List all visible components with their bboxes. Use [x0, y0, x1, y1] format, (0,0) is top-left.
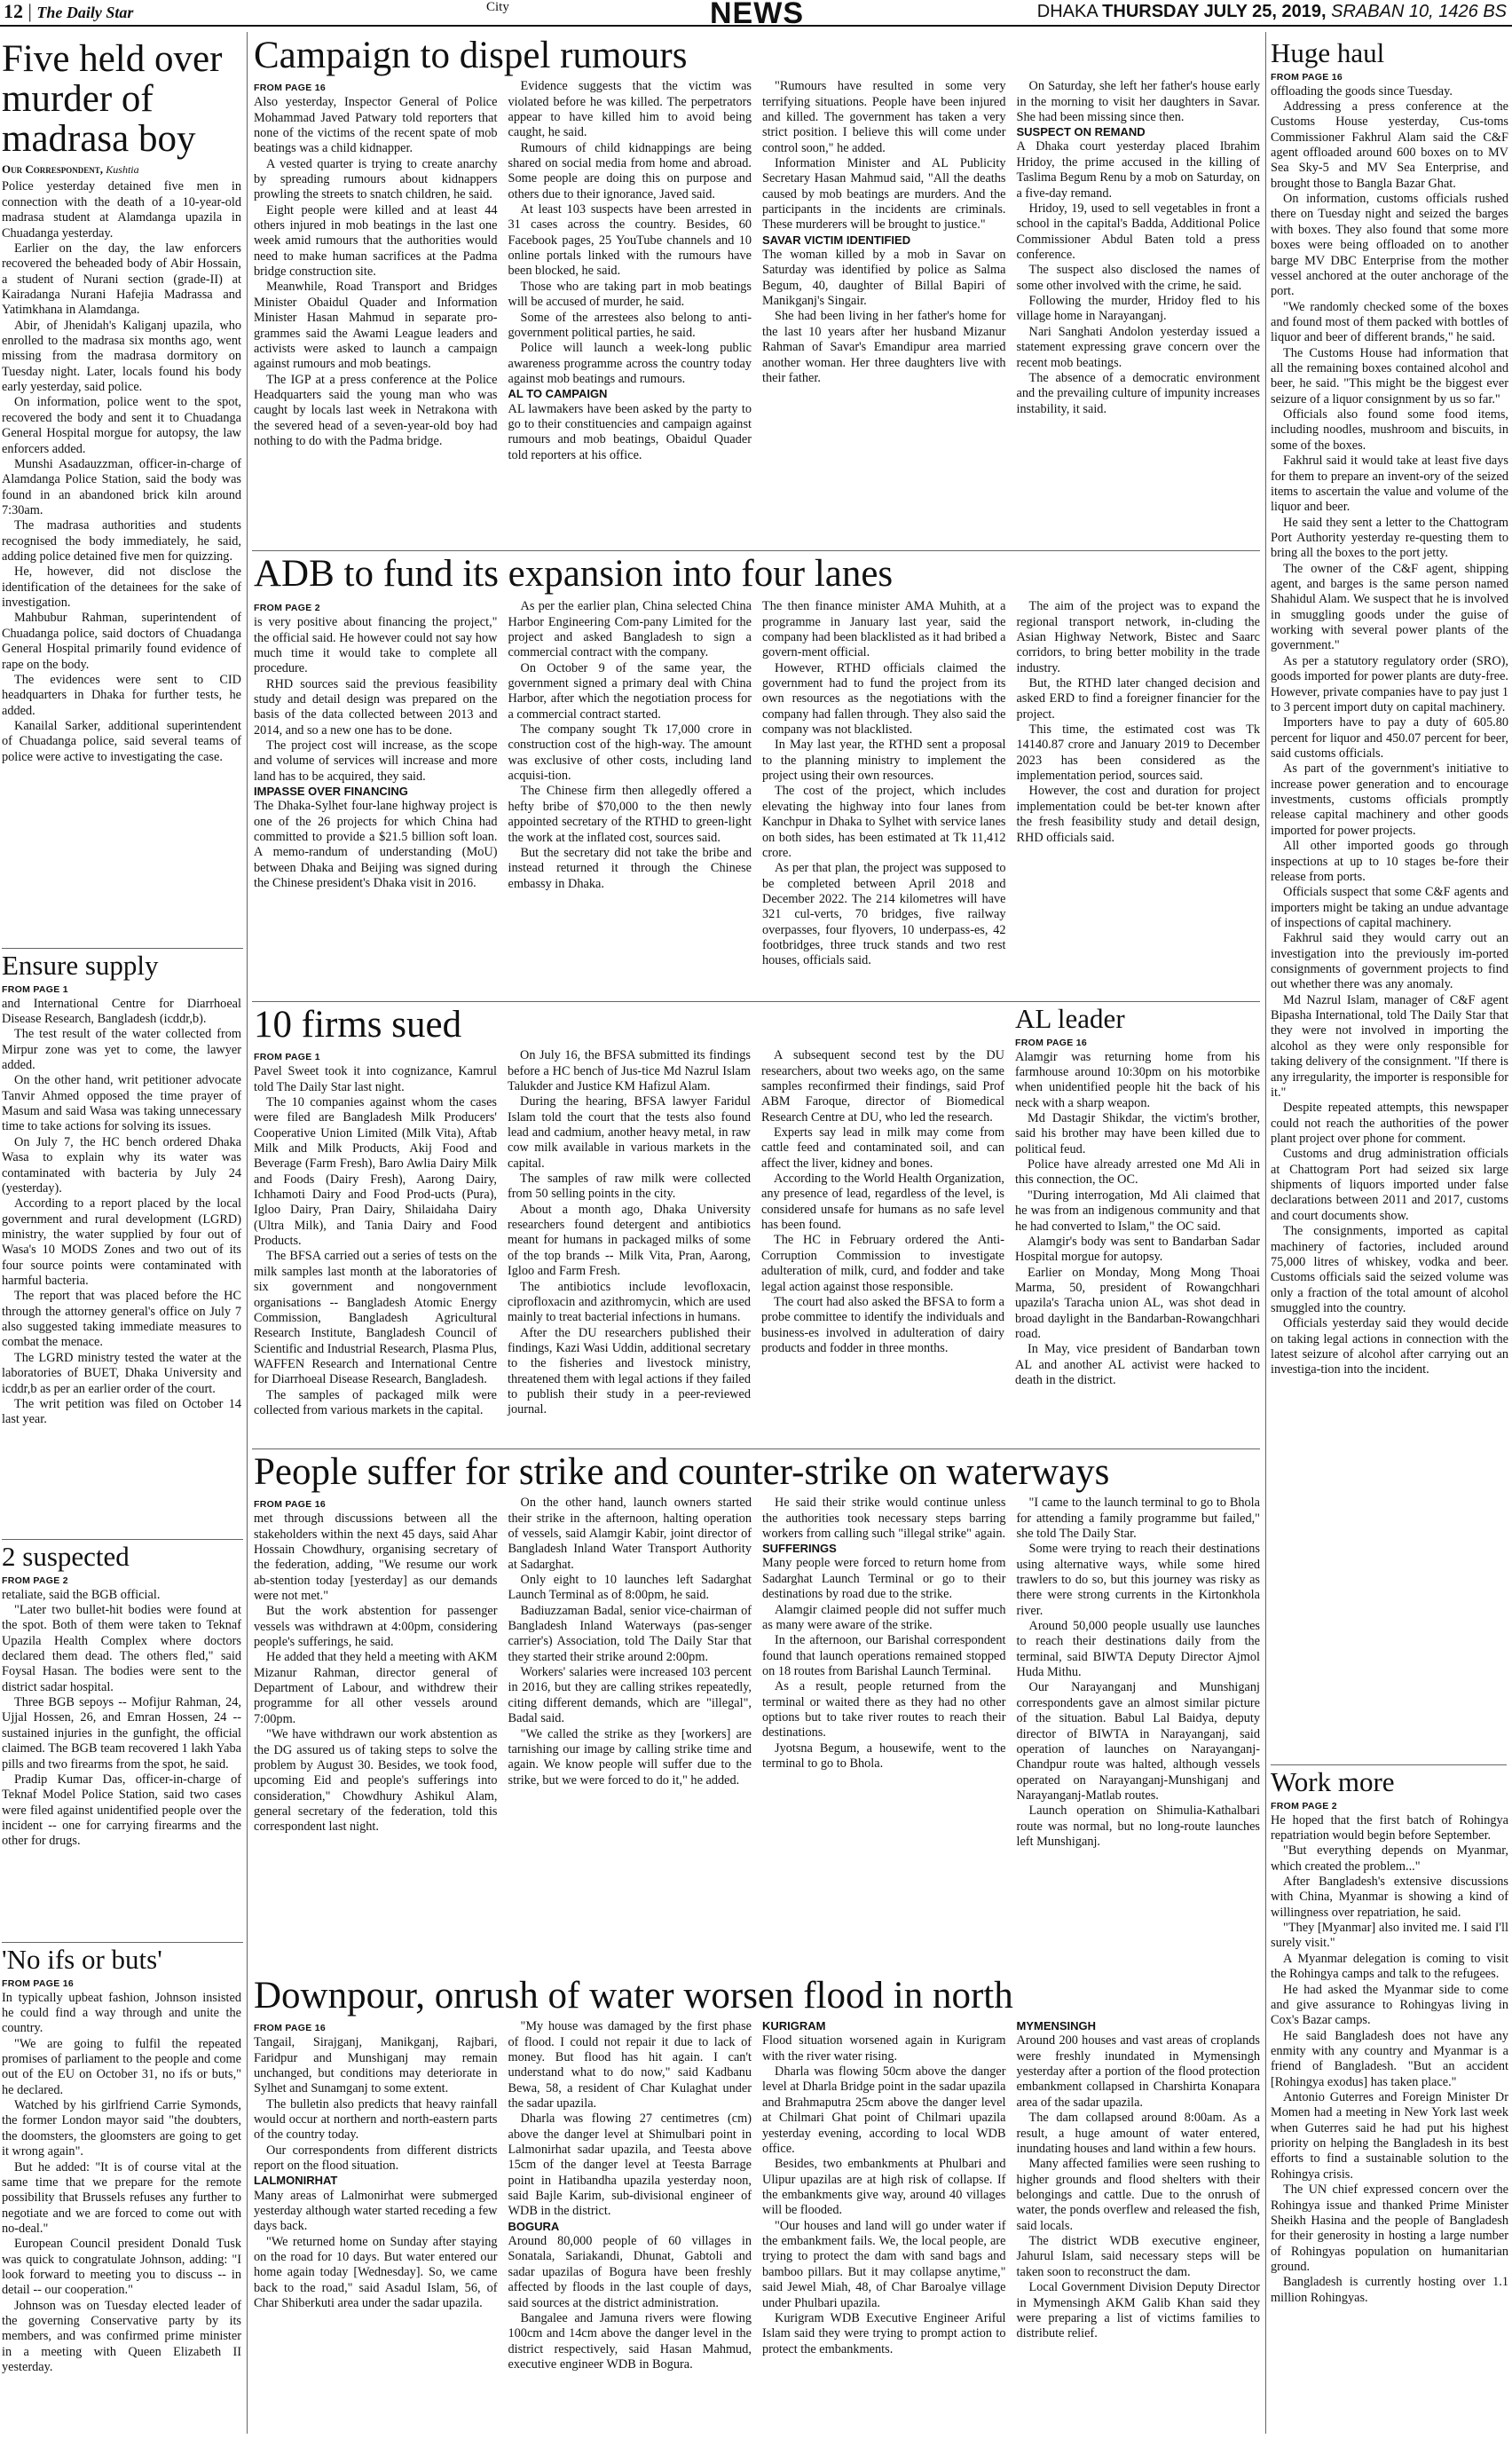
paragraph: Police have already arrested one Md Ali in this connection, the OC.: [1015, 1157, 1260, 1188]
paragraph: Only eight to 10 launches left Sadarghat Launch Terminal as of 8:00pm, he said.: [508, 1572, 752, 1603]
headline: People suffer for strike and counter-strike on waterways: [254, 1452, 1110, 1493]
paragraph: In May, vice president of Bandarban town AL and another AL activist were hacked to death in the district.: [1015, 1342, 1260, 1388]
paragraph: All other imported goods go through inspections at up to 10 stages be-fore their release from ports.: [1271, 839, 1508, 884]
paragraph: Nari Sanghati Andolon yesterday issued a statement expressing grave concern over the recent mob beatings.: [1016, 324, 1260, 370]
article-al-leader: [1015, 1005, 1260, 1445]
paragraph: As per the earlier plan, China selected China Harbor Engineering Com-pany Limited for the project and asked Bangladesh to sign a commercial contract with the company.: [508, 599, 752, 660]
paragraph: A vested quarter is trying to create anarchy by spreading rumours about kidnappers prowling the streets to snatch children, he said.: [254, 156, 498, 202]
paragraph: Officials yesterday said they would decide on taking legal actions in connection with the latest seizure of alcohol after carrying out an investiga-tion into the incident.: [1271, 1316, 1508, 1377]
paragraph: After Bangladesh's extensive discussions with China, Myanmar is showing a kind of willingness over repatriation, he said.: [1271, 1874, 1508, 1920]
article-five-held: [2, 39, 241, 944]
paragraph: "Rumours have resulted in some very terrifying situations. People have been injured and killed. The government has taken a very strict position. I believe this will come under control soon," he added.: [762, 79, 1006, 155]
section-name: NEWS: [710, 0, 804, 30]
paragraph: Dharla was flowing 27 centimetres (cm) above the danger level at Shimulbari point in Lalmonirhat sadar upazila, and Teesta above 15cm of the danger level at Teesta Barrage point in Hatibandha upazila yesterday noon, said Bajle Karim, sub-divisional engineer of WDB in the district.: [508, 2111, 752, 2219]
row-rule: [2, 1942, 243, 1943]
jump-label: FROM PAGE 16: [2, 1977, 75, 1989]
paragraph: The bulletin also predicts that heavy rainfall would occur at northern and north-eastern parts of the country today.: [254, 2096, 498, 2143]
page-number-and-paper: 12 | The Daily Star: [4, 0, 134, 22]
paragraph: "We have withdrawn our work abstention as the DG assured us of taking steps to solve the problem by August 30. Besides, we took food, upcoming Eid and people's sufferings into consideration," Chowdhury Ashikul Alam, general secretary of the federation, told this correspondent last night.: [254, 1727, 498, 1835]
paragraph: The project cost will increase, as the scope and volume of services will increase and more land has to be acquired, they said.: [254, 738, 498, 784]
paragraph: Following the murder, Hridoy fled to his village home in Narayanganj.: [1016, 294, 1260, 324]
paragraph: The Customs House had information that all the remaining boxes contained alcohol and beer, he said. "This might be the biggest ever seizure of a liquor consignment by us so far.": [1271, 345, 1508, 406]
paragraph: met through discussions between all the stakeholders within the next 45 days, said Ahar Hossain Chowdhury, organising secretary of the federation, adding, "We resume our work ab-stention today [yesterday] as our demands were not met.": [254, 1512, 498, 1603]
paragraph: Pavel Sweet took it into cognizance, Kamrul told The Daily Star last night.: [254, 1064, 497, 1094]
column-rule: [1265, 32, 1266, 2434]
paragraph: A subsequent second test by the DU researchers, about two weeks ago, on the same samples reconfirmed their findings, said Prof ABM Faroque, director of Biomedical Research Centre at DU, who led the research.: [761, 1048, 1004, 1125]
paragraph: "Later two bullet-hit bodies were found at the spot. Both of them were taken to Teknaf Upazila Health Complex where doctors declared them dead. The others fled," said Foysal Hasan. The bodies were sent to the district sadar hospital.: [2, 1602, 241, 1694]
paragraph: retaliate, said the BGB official.: [2, 1587, 161, 1602]
paragraph: "We returned home on Sunday after staying on the road for 10 days. But water entered our home again today [Wednesday]. So, we came back to the road," said Asadul Islam, 56, of Char Shiberkuti area under the sadar upazila.: [254, 2234, 498, 2311]
jump-label: FROM PAGE 16: [1271, 71, 1343, 83]
subheading: AL TO CAMPAIGN: [508, 387, 608, 401]
paragraph: Antonio Guterres and Foreign Minister Dr Momen had a meeting in New York last week when Guterres said he had put his highest priority on helping the Bangladesh in its best efforts to find a sustainable solution to the Rohingya crisis.: [1271, 2090, 1508, 2182]
article-body: [1271, 84, 1508, 1378]
byline: Our Correspondent, Kushtia: [2, 162, 139, 177]
paragraph: The 10 companies against whom the cases were filed are Bangladesh Milk Producers' Cooperative Union Limited (Milk Vita), Aftab Milk and Milk Products, Akij Food and Beverage (Farm Fresh), Baro Awlia Dairy Milk and Foods (Dairy Fresh), Aarong Dairy, Ichhamoti Dairy and Food Prod-ucts (Pura), Igloo Dairy, Pran Dairy, Shilaidaha Dairy (Ultra Milk), and Tania Dairy and Food Products.: [254, 1094, 497, 1249]
paragraph: The aim of the project was to expand the regional transport network, in-cluding the Asian Highway Network, Bistec and Saarc corridors, to bring better mobility in the trade industry.: [1016, 599, 1260, 675]
paragraph: Launch operation on Shimulia-Kathalbari route was normal, but no long-route launches left Munshiganj.: [1016, 1804, 1260, 1850]
paragraph: Badiuzzaman Badal, senior vice-chairman of Bangladesh Inland Waterways (pas-senger carrier's) Association, told The Daily Star that they started their strike around 2:00pm.: [508, 1603, 752, 1664]
jump-label: FROM PAGE 1: [254, 1052, 320, 1063]
article-body: [254, 599, 1260, 969]
paragraph: Officials suspect that some C&F agents and importers might be taking an undue advantage of inspections of capital machinery.: [1271, 885, 1508, 930]
headline: Work more: [1271, 1768, 1395, 1797]
paragraph: The writ petition was filed on October 14 last year.: [2, 1396, 241, 1427]
paragraph: Some were trying to reach their destinations using alternative ways, while some hired trawlers to do so, but this journey was risky as there were strong currents in the Kirtonkhola river.: [1016, 1542, 1260, 1618]
dateline: DHAKA THURSDAY JULY 25, 2019, SRABAN 10, 1426 BS: [1036, 2, 1507, 21]
paragraph: Tangail, Sirajganj, Manikganj, Rajbari, Faridpur and Munshiganj may remain unchanged, but conditions may deteriorate in Sylhet and Sunamganj to some extent.: [254, 2035, 498, 2096]
paragraph: "We are going to fulfil the repeated promises of parliament to the people and come out of the EU on October 31, no ifs or buts," he declared.: [2, 2036, 241, 2097]
paragraph: The suspect also disclosed the names of some other involved with the crime, he said.: [1016, 263, 1260, 293]
row-rule: [1271, 1764, 1507, 1765]
paragraph: In May last year, the RTHD sent a proposal to the planning ministry to implement the project using their own resources.: [762, 738, 1006, 784]
paragraph: Around 50,000 people usually use launches to reach their destinations daily from the terminal, said BIWTA Deputy Director Ajmol Huda Mithu.: [1016, 1619, 1260, 1680]
paragraph: The owner of the C&F agent, shipping agent, and barges is the same person named Shahidul Alam. We suspect that he is involved in smuggling goods under the guise of working with several power plants of the government.": [1271, 561, 1508, 653]
paragraph: But the work abstention for passenger vessels was withdrawn at 4:00pm, considering people's sufferings, he said.: [254, 1604, 498, 1650]
paragraph: A Dhaka court yesterday placed Ibrahim Hridoy, the prime accused in the killing of Taslima Begum Renu by a mob on Saturday, on a five-day remand.: [1016, 139, 1260, 201]
article-huge-haul: [1271, 39, 1508, 1761]
paragraph: RHD sources said the previous feasibility study and detail design was prepared on the basis of the data collected between 2013 and 2014, and so a new one has to be done.: [254, 676, 498, 738]
headline: Campaign to dispel rumours: [254, 36, 688, 76]
paragraph: Besides, two embankments at Phulbari and Ulipur upazilas are at high risk of collapse. If the embankments give way, around 40 villages will be flooded.: [762, 2157, 1006, 2218]
paragraph: The then finance minister AMA Muhith, at a programme in January last year, said the company had been blacklisted as it had bribed a govern-ment official.: [762, 599, 1006, 660]
subheading: KURIGRAM: [762, 2019, 826, 2033]
article-downpour-flood: [254, 1976, 1260, 2437]
paragraph: As part of the government's initiative to increase power generation and to encourage investments, customs officials promptly release capital machinery and other goods imported for power projects.: [1271, 762, 1508, 838]
paragraph: On information, customs officials rushed there on Tuesday night and seized the barges with boxes. They also found that some more boxes were being offloaded on to another barge MV DBC Enterprise from the mother vessel anchored at the outer anchorage of the port.: [1271, 192, 1508, 299]
paragraph: During the hearing, BFSA lawyer Faridul Islam told the court that the tests also found lead and cadmium, another heavy metal, in raw cow milk available in various markets in the capital.: [508, 1094, 751, 1171]
paragraph: offloading the goods since Tuesday.: [1271, 83, 1453, 99]
paragraph: Rumours of child kidnappings are being shared on social media from home and abroad. Some people are doing this on purpose and others due to their ignorance, Javed said.: [508, 140, 752, 201]
paragraph: He hoped that the first batch of Rohingya repatriation would begin before September.: [1271, 1812, 1508, 1843]
paragraph: The dam collapsed around 8:00am. As a result, a huge amount of water entered, inundating houses and land within a few hours.: [1016, 2111, 1260, 2156]
paragraph: In typically upbeat fashion, Johnson insisted he could find a way through and unite the country.: [2, 1990, 241, 2036]
article-no-ifs-or-buts: [2, 1946, 241, 2435]
paragraph: Officials also found some food items, including noodles, mushroom and biscuits, in some of the boxes.: [1271, 407, 1508, 453]
paragraph: As per that plan, the project was supposed to be completed between April 2018 and December 2022. The 214 kilometres will have 321 cul-verts, 70 bridges, five railway overpasses, four flyovers, 10 underpass-es, 42 footbridges, three truck stands and two rest houses, officials said.: [762, 861, 1006, 968]
paragraph: The HC in February ordered the Anti-Corruption Commission to investigate adulteration of milk, curd, and fodder and take legal action against those responsible.: [761, 1233, 1004, 1294]
article-body: [2, 179, 241, 765]
headline: ADB to fund its expansion into four lanes: [254, 554, 894, 595]
paragraph: In the afternoon, our Barishal correspondent found that launch operations remained stopped on 18 routes from Barishal Launch Terminal.: [762, 1633, 1006, 1678]
paragraph: However, the cost and duration for project implementation could be bet-ter known after the fresh feasibility study and detail design, RHD officials said.: [1016, 784, 1260, 845]
paragraph: Customs and drug administration officials at Chattogram Port had seized six large shipments of liquors imported under false declarations between 2011 and 2017, customs and court documents show.: [1271, 1147, 1508, 1223]
subheading: BOGURA: [508, 2219, 560, 2233]
paragraph: But the secretary did not take the bribe and instead returned it through the Chinese embassy in Dhaka.: [508, 845, 752, 891]
paragraph: "Our houses and land will go under water if the embankment fails. We, the local people, are trying to protect the dam with sand bags and bamboo pillars. But it may collapse anytime," said Jewel Miah, 48, of Char Baroalye village under Phulbari upazila.: [762, 2218, 1006, 2310]
subheading: SUFFERINGS: [762, 1542, 837, 1556]
paragraph: Johnson was on Tuesday elected leader of the governing Conservative party by its members, and was confirmed prime minister in a meeting with Queen Elizabeth II yesterday.: [2, 2298, 241, 2375]
paragraph: Dharla was flowing 50cm above the danger level at Dharla Bridge point in the sadar upazila and Brahmaputra 25cm above the danger level at Chilmari Ghat point of Chilmari upazila yesterday evening, according to local WDB office.: [762, 2064, 1006, 2156]
jump-label: FROM PAGE 1: [2, 983, 68, 995]
paragraph: Eight people were killed and at least 44 others injured in mob beatings in the last one week amid rumours that the authorities would need to make human sacrifices at the Padma bridge construction site.: [254, 202, 498, 280]
paragraph: The absence of a democratic environment and the prevailing culture of impunity increases instability, it said.: [1016, 370, 1260, 416]
paragraph: The Chinese firm then allegedly offered a hefty bribe of $70,000 to the then newly appointed secretary of the RTHD to green-light the work at the inflated cost, sources said.: [508, 784, 752, 845]
paragraph: "My house was damaged by the first phase of flood. I could not repair it due to lack of money. But flood has hit again. I can't understand what to do now," said Kadbanu Bewa, 58, a resident of Char Kulaghat under the sadar upazila.: [508, 2019, 752, 2111]
paragraph: On July 7, the HC bench ordered Dhaka Wasa to explain why its water was contaminated with bacteria by July 24 (yesterday).: [2, 1134, 241, 1196]
paragraph: Fakhrul said it would take at least five days for them to prepare an invent-ory of the seized items to ascertain the value and volume of the liquor and beer.: [1271, 454, 1508, 515]
article-ten-firms-sued: [254, 1005, 1004, 1445]
jump-label: FROM PAGE 16: [254, 83, 327, 94]
article-body: [254, 1496, 1260, 1850]
paragraph: "During interrogation, Md Ali claimed that he was from an indigenous community and that he had converted to Islam," the OC said.: [1015, 1188, 1260, 1234]
paragraph: Flood situation worsened again in Kurigram with the river water rising.: [762, 2033, 1006, 2064]
article-campaign-rumours: [254, 36, 1260, 547]
jump-label: FROM PAGE 16: [254, 2023, 327, 2034]
article-ensure-supply: [2, 951, 241, 1535]
subheading: IMPASSE OVER FINANCING: [254, 785, 408, 799]
row-rule: [252, 1448, 1260, 1449]
paragraph: The Dhaka-Sylhet four-lane highway project is one of the 26 projects for which China had committed to provide a $21.5 billion soft loan. A memo-randum of understanding (MoU) between Dhaka and Beijing was signed during the Chinese president's Dhaka visit in 2016.: [254, 799, 498, 891]
article-body: [2, 1991, 241, 2376]
paragraph: The company sought Tk 17,000 crore in construction cost of the high-way. The amount was exclusive of other costs, including land acquisi-tion.: [508, 722, 752, 784]
article-adb-four-lanes: [254, 554, 1260, 998]
paragraph: Kurigram WDB Executive Engineer Ariful Islam said they were trying to prompt action to protect the embankments.: [762, 2310, 1006, 2356]
paragraph: Many areas of Lalmonirhat were submerged yesterday although water started receding a few days back.: [254, 2188, 498, 2234]
paragraph: Around 80,000 people of 60 villages in Sonatala, Sariakandi, Dhunat, Gabtoli and sadar upazilas of Bogura have been freshly affected by floods in the last couple of days, said sources at the district administration.: [508, 2234, 752, 2310]
paragraph: The woman killed by a mob in Savar on Saturday was identified by police as Salma Begum, 40, daughter of Billal Bapiri of Manikganj's Singair.: [762, 247, 1006, 309]
paragraph: A Myanmar delegation is coming to visit the Rohingya camps and talk to the refugees.: [1271, 1951, 1508, 1982]
headline: Downpour, onrush of water worsen flood in north: [254, 1976, 1013, 2017]
paragraph: Our correspondents from different districts report on the flood situation.: [254, 2143, 498, 2174]
paragraph: Police yesterday detained five men in connection with the death of a 10-year-old madrasa student at Alamdanga upazila in Chuadanga yesterday.: [2, 179, 241, 241]
paragraph: He, however, did not disclose the identification of the detainees for the sake of investigation.: [2, 564, 241, 611]
article-two-suspected: [2, 1543, 241, 1938]
paragraph: Around 200 houses and vast areas of croplands were freshly inundated in Mymensingh yesterday after a portion of the flood protection embankment collapsed in Charshirta Konapara area of the sadar upazila.: [1016, 2033, 1260, 2110]
paragraph: Evidence suggests that the victim was violated before he was killed. The perpetrators appear to have killed him to avoid being caught, he said.: [508, 79, 752, 140]
headline: 10 firms sued: [254, 1005, 462, 1046]
headline: 'No ifs or buts': [2, 1946, 162, 1975]
paragraph: The madrasa authorities and students recognised the body immediately, he said, adding police detained five men for quizzing.: [2, 518, 241, 564]
subheading: LALMONIRHAT: [254, 2174, 338, 2188]
paragraph: He had asked the Myanmar side to come and give assurance to Rohingyas living in Cox's Bazar camps.: [1271, 1982, 1508, 2028]
paragraph: This time, the estimated cost was Tk 14140.87 crore and January 2019 to December 2023 has been considered as the implementation period, sources said.: [1016, 722, 1260, 784]
paragraph: Hridoy, 19, used to sell vegetables in front a school in the capital's Badda, Additional Police Commissioner Abdul Baten told a press conference.: [1016, 201, 1260, 262]
paragraph: He said they sent a letter to the Chattogram Port Authority yesterday re-questing them to bring all the boxes to the port jetty.: [1271, 515, 1508, 561]
page-number: 12: [4, 0, 23, 22]
section-city: City: [486, 0, 509, 14]
paragraph: Many affected families were seen rushing to higher grounds and flood shelters with their belongings and cattle. Due to the onrush of water, the ponds overflew and released the fish, said locals.: [1016, 2157, 1260, 2233]
paragraph: The district WDB executive engineer, Jahurul Islam, said necessary steps will be taken soon to reconstruct the dam.: [1016, 2234, 1260, 2279]
paragraph: is very positive about financing the project," the official said. He however could not say how much time it would take to complete all procedure.: [254, 615, 498, 676]
paragraph: After the DU researchers published their findings, Kazi Wasi Uddin, additional secretary to the fisheries and livestock ministry, threatened them with legal actions if they failed to publish their study in a peer-reviewed journal.: [508, 1325, 751, 1417]
paragraph: But, the RTHD later changed decision and asked ERD to find a foreigner financier for the project.: [1016, 675, 1260, 722]
paragraph: She had been living in her father's home for the last 10 years after her husband Mizanur Rahman of Savar's Emandipur area married another woman. Her three daughters live with their father.: [762, 309, 1006, 385]
paragraph: The BFSA carried out a series of tests on the milk samples last month at the laboratories of six government and nongovernment organisations -- Bangladesh Atomic Energy Commission, Bangladesh Agricultural Research Institute, Bangladesh Council of Scientific and Industrial Research, Plasma Plus, WAFFEN Research and International Centre for Diarrhoeal Disease Research, Bangladesh.: [254, 1249, 497, 1387]
paragraph: Also yesterday, Inspector General of Police Mohammad Javed Patwary told reporters that none of the victims of the recent spate of mob beatings was a child kidnapper.: [254, 95, 498, 156]
paragraph: "I came to the launch terminal to go to Bhola for attending a family programme but failed," she told The Daily Star.: [1016, 1496, 1260, 1541]
paragraph: The samples of packaged milk were collected from various markets in the capital.: [254, 1387, 497, 1418]
paragraph: Watched by his girlfriend Carrie Symonds, the former London mayor said "the doubters, the doomsters, the gloomsters are going to get it wrong again".: [2, 2098, 241, 2159]
paragraph: Fakhrul said they would carry out an investigation into the previously im-ported consignments of government projects to find out whether there was any anomaly.: [1271, 931, 1508, 992]
subheading: SAVAR VICTIM IDENTIFIED: [762, 233, 911, 247]
paragraph: Bangladesh is currently hosting over 1.1 million Rohingyas.: [1271, 2275, 1508, 2305]
paragraph: However, RTHD officials claimed the government had to fund the project from its own resources as the negotiations with the company had fallen through. They also said the company was not blacklisted.: [762, 660, 1006, 738]
paragraph: The court had also asked the BFSA to form a probe committee to identify the individuals and business-es involved in adulteration of dairy products and fodder in three months.: [761, 1294, 1004, 1355]
article-body: [254, 79, 1260, 463]
paragraph: Alamgir's body was sent to Bandarban Sadar Hospital morgue for autopsy.: [1015, 1234, 1260, 1265]
paragraph: The antibiotics include levofloxacin, ciprofloxacin and azithromycin, which are used mainly to treat bacterial infections in humans.: [508, 1279, 751, 1325]
paragraph: Alamgir was returning home from his farmhouse around 10:30pm on his motorbike when unidentified people hit the back of his neck with a sharp weapon.: [1015, 1049, 1260, 1110]
paragraph: As per a statutory regulatory order (SRO), goods imported for power plants are duty-free. However, private companies have to pay just 1 to 3 percent import duty on capital machinery.: [1271, 653, 1508, 714]
paragraph: As a result, people returned from the terminal or waited there as they had no other options but to take river routes to reach their destinations.: [762, 1679, 1006, 1740]
headline: Five held over murder of madrasa boy: [2, 39, 223, 161]
jump-label: FROM PAGE 2: [2, 1575, 68, 1586]
article-body: [2, 997, 241, 1428]
jump-label: FROM PAGE 2: [254, 603, 320, 614]
paragraph: On October 9 of the same year, the government signed a primary deal with China Harbor, after which the negotiation process for a commercial contract started.: [508, 660, 752, 722]
paragraph: Meanwhile, Road Transport and Bridges Minister Obaidul Quader and Information Minister Hasan Mahmud in separate pro-grammes said the Awami League leaders and activists were asked to launch a campaign against rumours and mob beatings.: [254, 280, 498, 372]
paragraph: Earlier on Monday, Mong Mong Thoai Marma, 50, president of Rowangchhari upazila's Taracha union AL, was shot dead in broad daylight in the Bandarban-Rowangchhari road.: [1015, 1265, 1260, 1342]
paragraph: Police will launch a week-long public awareness programme across the country today against mob beatings and rumours.: [508, 341, 752, 386]
paragraph: The cost of the project, which includes elevating the highway into four lanes from Kanchpur in Dhaka to Sylhet with service lanes on both sides, has been estimated at Tk 11,412 crore.: [762, 784, 1006, 860]
paragraph: On July 16, the BFSA submitted its findings before a HC bench of Jus-tice Md Nazrul Islam Talukder and Justice KM Hafizul Alam.: [508, 1048, 751, 1093]
article-work-more: [1271, 1768, 1508, 2435]
paragraph: "They [Myanmar] also invited me. I said I'll surely visit.": [1271, 1921, 1508, 1951]
row-rule: [2, 1539, 243, 1540]
paragraph: About a month ago, Dhaka University researchers found detergent and antibiotics meant for humans in packaged milks of some of the top brands -- Milk Vita, Pran, Aarong, Igloo and Farm Fresh.: [508, 1202, 751, 1279]
paragraph: Experts say lead in milk may come from cattle feed and contaminated soil, and can affect the liver, kidney and bones.: [761, 1125, 1004, 1171]
paragraph: AL lawmakers have been asked by the party to go to their constituencies and campaign against rumours and mob beatings, Obaidul Quader told reporters at his office.: [508, 401, 752, 462]
paragraph: According to a report placed by the local government and rural development (LGRD) ministry, the water supplied by four out of Wasa's 10 MODS Zones and two out of its four source points were contaminated with harmful bacteria.: [2, 1196, 241, 1289]
paragraph: Local Government Division Deputy Director in Mymensingh AKM Galib Khan said they were preparing a list of victims families to distribute relief.: [1016, 2280, 1260, 2341]
paragraph: On Saturday, she left her father's house early in the morning to visit her daughters in Savar. She had been missing since then.: [1016, 79, 1260, 124]
paragraph: But he added: "It is of course vital at the same time that we prepare for the remote possibility that Brussels refuses any further to negotiate and we are forced to come out with no-deal.": [2, 2159, 241, 2236]
paragraph: Kanailal Sarker, additional superintendent of Chuadanga police, said several teams of police were active to investigating the case.: [2, 719, 241, 764]
paragraph: The UN chief expressed concern over the Rohingya issue and thanked Prime Minister Sheikh Hasina and the people of Bangladesh for their generosity in hosting a large number of Rohingyas population on humanitarian ground.: [1271, 2182, 1508, 2274]
jump-label: FROM PAGE 16: [1015, 1037, 1088, 1048]
paragraph: Information Minister and AL Publicity Secretary Hasan Mahmud said, "All the deaths caused by mob beatings are murders. And the participants in the incidents are criminals. These murderers will be brought to justice.": [762, 155, 1006, 233]
subheading: SUSPECT ON REMAND: [1016, 125, 1146, 139]
paragraph: Mahbubur Rahman, superintendent of Chuadanga police, said doctors of Chuadanga General Hospital primarily found evidence of rape on the body.: [2, 611, 241, 672]
jump-label: FROM PAGE 16: [254, 1499, 327, 1511]
paragraph: On the other hand, launch owners started their strike in the afternoon, halting operation of vessels, said Alamgir Kabir, joint director of Bangladesh Inland Water Transport Authority at Sadarghat.: [508, 1496, 752, 1572]
paragraph: Pradip Kumar Das, officer-in-charge of Teknaf Model Police Station, said two cases were filed against unidentified people over the incident -- one for carrying firearms and the other for drugs.: [2, 1772, 241, 1849]
paragraph: At least 103 suspects have been arrested in 31 cases across the country. Besides, 60 Facebook pages, 25 YouTube channels and 10 online portals linked with the rumours have been blocked, he said.: [508, 202, 752, 279]
paragraph: He said Bangladesh does not have any enmity with any country and Myanmar is a friend of Bangladesh. "But an accident [Rohingya exodus] has taken place.": [1271, 2028, 1508, 2089]
paragraph: He said their strike would continue unless the authorities took necessary steps barring workers from calling such "illegal strike" again.: [762, 1496, 1006, 1541]
paragraph: Workers' salaries were increased 103 percent in 2016, but they are calling strikes repeatedly, citing different demands, which are "illegal", Badal said.: [508, 1665, 752, 1726]
jump-label: FROM PAGE 2: [1271, 1800, 1337, 1811]
article-body: [2, 1588, 241, 1850]
paragraph: Importers have to pay a duty of 605.80 percent for liquor and 450.07 percent for beer, said customs officials.: [1271, 715, 1508, 761]
paragraph: On the other hand, writ petitioner advocate Tanvir Ahmed opposed the time prayer of Masum and said Wasa was taking unnecessary time to take actions for solving its issues.: [2, 1073, 241, 1134]
paragraph: The evidences were sent to CID headquarters in Dhaka for further tests, he added.: [2, 672, 241, 718]
paragraph: Earlier on the day, the law enforcers recovered the beheaded body of Abir Hossain, a student of Nurani section (grade-II) at Kairadanga Nurani Hafejia Madrassa and Yatimkhana in Alamdanga.: [2, 241, 241, 318]
article-body: [1271, 1813, 1508, 2307]
paragraph: The report that was placed before the HC through the attorney general's office on July 7 also suggested taking immediate measures to combat the menace.: [2, 1289, 241, 1350]
paragraph: The test result of the water collected from Mirpur zone was yet to come, the lawyer added.: [2, 1027, 241, 1072]
paragraph: Some of the arrestees also belong to anti-government political parties, he said.: [508, 310, 752, 340]
paragraph: and International Centre for Diarrhoeal Disease Research, Bangladesh (icddr,b).: [2, 996, 241, 1026]
paragraph: Many people were forced to return home from Sadarghat Launch Terminal or go to their destinations by road due to the strike.: [762, 1556, 1006, 1602]
headline: AL leader: [1015, 1005, 1125, 1034]
paragraph: Jyotsna Begum, a housewife, went to the terminal to go to Bhola.: [762, 1740, 1006, 1772]
subheading: MYMENSINGH: [1016, 2019, 1097, 2033]
paragraph: According to the World Health Organization, any presence of lead, regardless of the level, is considered unsafe for humans as no safe level has been found.: [761, 1172, 1004, 1233]
article-waterways-strike: [254, 1452, 1260, 1970]
paragraph: Those who are taking part in mob beatings will be accused of murder, he said.: [508, 279, 752, 310]
page-header: [0, 0, 1512, 30]
paragraph: Despite repeated attempts, this newspaper could not reach the authorities of the power plant project over phone for comment.: [1271, 1101, 1508, 1146]
paragraph: The IGP at a press conference at the Police Headquarters said the young man who was caught by locals last week in Netrakona with the severed head of a seven-year-old boy had nothing to do with the Padma bridge.: [254, 372, 498, 449]
headline: Ensure supply: [2, 951, 159, 981]
headline: Huge haul: [1271, 39, 1385, 68]
paragraph: "We randomly checked some of the boxes and found most of them packed with bottles of liquor and beer of different brands," he said.: [1271, 299, 1508, 345]
paragraph: The consignments, imported as capital machinery of factories, included around 75,000 litres of whiskey, vodka and beer. Customs officials said the seized volume was only a fraction of the total amount of alcohol smuggled into the country.: [1271, 1224, 1508, 1315]
paragraph: Addressing a press conference at the Customs House yesterday, Cus-toms Commissioner Fakhrul Alam said the C&F agent offloaded around 600 boxes on to MV Sea Sky-5 and MV Sea Enterprise, and brought those to Bangla Bazar Ghat.: [1271, 99, 1508, 191]
article-body: [254, 1048, 1004, 1418]
row-rule: [252, 550, 1260, 551]
row-rule: [252, 1001, 1260, 1002]
paragraph: Md Nazrul Islam, manager of C&F agent Bipasha International, told The Daily Star that they were not involved in importing the alcohol as they were only responsible for taking delivery of the consignment. "If there is any irregularity, the importer is responsible for it.": [1271, 992, 1508, 1100]
paragraph: "We called the strike as they [workers] are tarnishing our image by calling strike time and again. We know people will suffer due to the strike, but we were forced to do it," he added.: [508, 1726, 752, 1788]
paragraph: Md Dastagir Shikdar, the victim's brother, said his brother may have been killed due to political feud.: [1015, 1110, 1260, 1156]
paragraph: Munshi Asadauzzman, officer-in-charge of Alamdanga Police Station, said the body was found in an abandoned brick kiln around 7:30am.: [2, 456, 241, 517]
column-rule: [247, 32, 248, 2434]
paragraph: European Council president Donald Tusk was quick to congratulate Johnson, adding: "I look forward to meeting you to discuss -- in detail -- our cooperation.": [2, 2237, 241, 2298]
paragraph: Our Narayanganj and Munshiganj correspondents gave an almost similar picture of the situation. Babul Lal Baidya, deputy director of BIWTA in Narayanganj, said operation of launches on Narayanganj-Chandpur route was halted, although vessels operated on Narayanganj-Munshiganj and Narayanganj-Matlab routes.: [1016, 1680, 1260, 1803]
paragraph: On information, police went to the spot, recovered the body and sent it to Chuadanga General Hospital morgue for autopsy, the law enforcers added.: [2, 395, 241, 456]
article-body: [254, 2019, 1260, 2372]
article-body: [1015, 1050, 1260, 1389]
paragraph: The samples of raw milk were collected from 50 selling points in the city.: [508, 1172, 751, 1202]
paragraph: Alamgir claimed people did not suffer much as many were aware of the strike.: [762, 1602, 1006, 1632]
paper-name: The Daily Star: [36, 4, 134, 21]
paragraph: "But everything depends on Myanmar, which created the problem...": [1271, 1843, 1508, 1874]
paragraph: The LGRD ministry tested the water at the laboratories of BUET, Dhaka University and icddr,b as per an earlier order of the court.: [2, 1350, 241, 1396]
row-rule: [2, 948, 243, 949]
headline: 2 suspected: [2, 1543, 130, 1572]
paragraph: Abir, of Jhenidah's Kaliganj upazila, who enrolled to the madrasa six months ago, went missing from the madrasa dormitory on Tuesday night. Later, locals found his body early yesterday, said police.: [2, 318, 241, 395]
paragraph: He added that they held a meeting with AKM Mizanur Rahman, director general of Department of Labour, and withdrew their programme for all other vessels around 7:00pm.: [254, 1650, 498, 1726]
paragraph: Three BGB sepoys -- Mofijur Rahman, 24, Ujjal Hossen, 26, and Emran Hossen, 24 -- sustained injuries in the gunfight, the official claimed. The BGB team recovered 1 lakh Yaba pills and two firearms from the spot, he said.: [2, 1695, 241, 1772]
paragraph: Bangalee and Jamuna rivers were flowing 100cm and 14cm above the danger level in the district respectively, said Hasan Mahmud, executive engineer WDB in Bogura.: [508, 2310, 752, 2372]
